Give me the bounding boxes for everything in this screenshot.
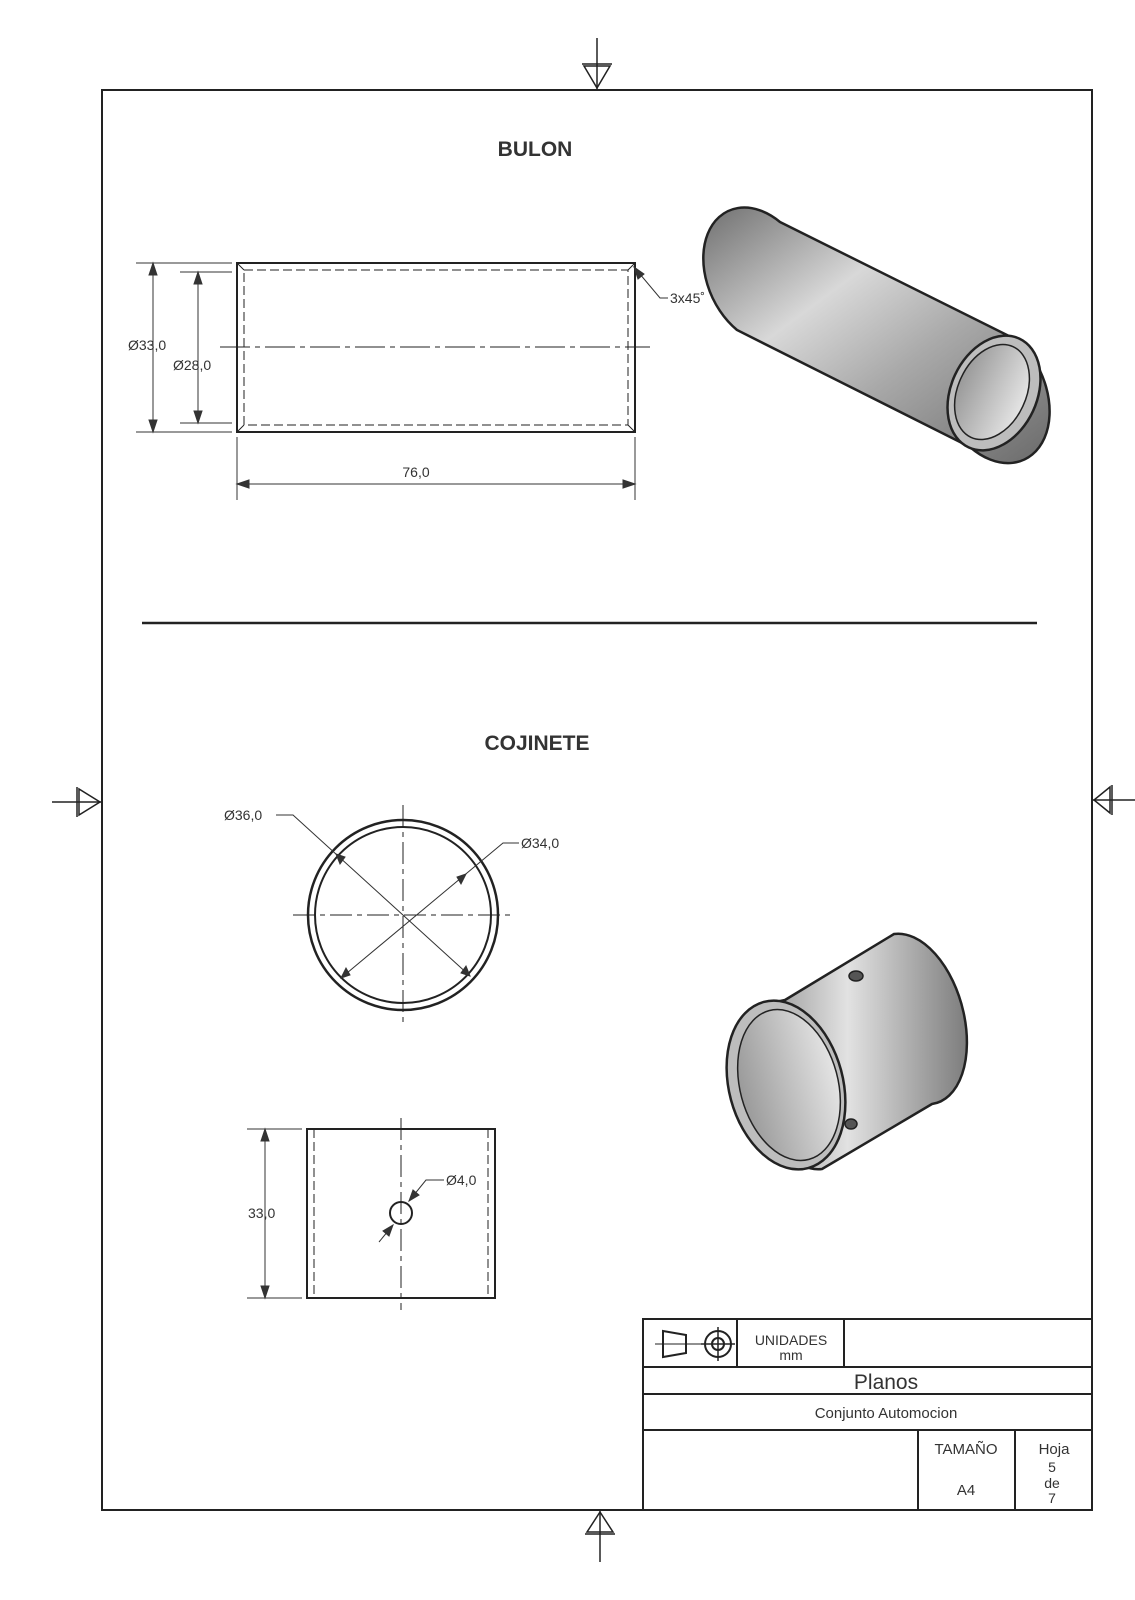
size-label: TAMAÑO [934, 1441, 998, 1458]
cojinete-height-label: 33,0 [248, 1205, 276, 1221]
centering-mark-left [52, 787, 102, 817]
sheet-label: Hoja [1038, 1441, 1070, 1458]
cojinete-hole-diameter-label: Ø4,0 [446, 1172, 477, 1188]
bulon-title: BULON [497, 138, 573, 161]
sheet-total: 7 [1048, 1490, 1056, 1506]
cojinete-title: COJINETE [484, 732, 590, 755]
bulon-front-view [220, 263, 650, 432]
drawing-title: Planos [853, 1371, 919, 1394]
size-value: A4 [956, 1482, 976, 1499]
centering-mark-right [1092, 785, 1135, 815]
sheet-number: 5 [1048, 1459, 1056, 1475]
bulon-isometric-view [703, 208, 1058, 466]
bulon-chamfer-label: 3x45˚ [670, 290, 706, 306]
sheet-of: de [1044, 1475, 1060, 1491]
centering-mark-bottom [585, 1510, 615, 1562]
projection-symbol-icon [655, 1327, 735, 1361]
units-label: UNIDADES [754, 1332, 828, 1348]
bulon-outer-diameter-label: Ø33,0 [128, 337, 167, 353]
drawing-subtitle: Conjunto Automocion [814, 1405, 958, 1422]
cojinete-side-dimensions [247, 1129, 444, 1298]
cojinete-outer-diameter-label: Ø36,0 [224, 807, 263, 823]
cojinete-inner-diameter-label: Ø34,0 [521, 835, 560, 851]
centering-mark-top [582, 38, 612, 90]
cojinete-side-view [307, 1118, 495, 1310]
cojinete-isometric-view [709, 934, 967, 1183]
bulon-inner-diameter-label: Ø28,0 [173, 357, 212, 373]
units-value: mm [779, 1347, 803, 1363]
bulon-length-label: 76,0 [402, 464, 430, 480]
